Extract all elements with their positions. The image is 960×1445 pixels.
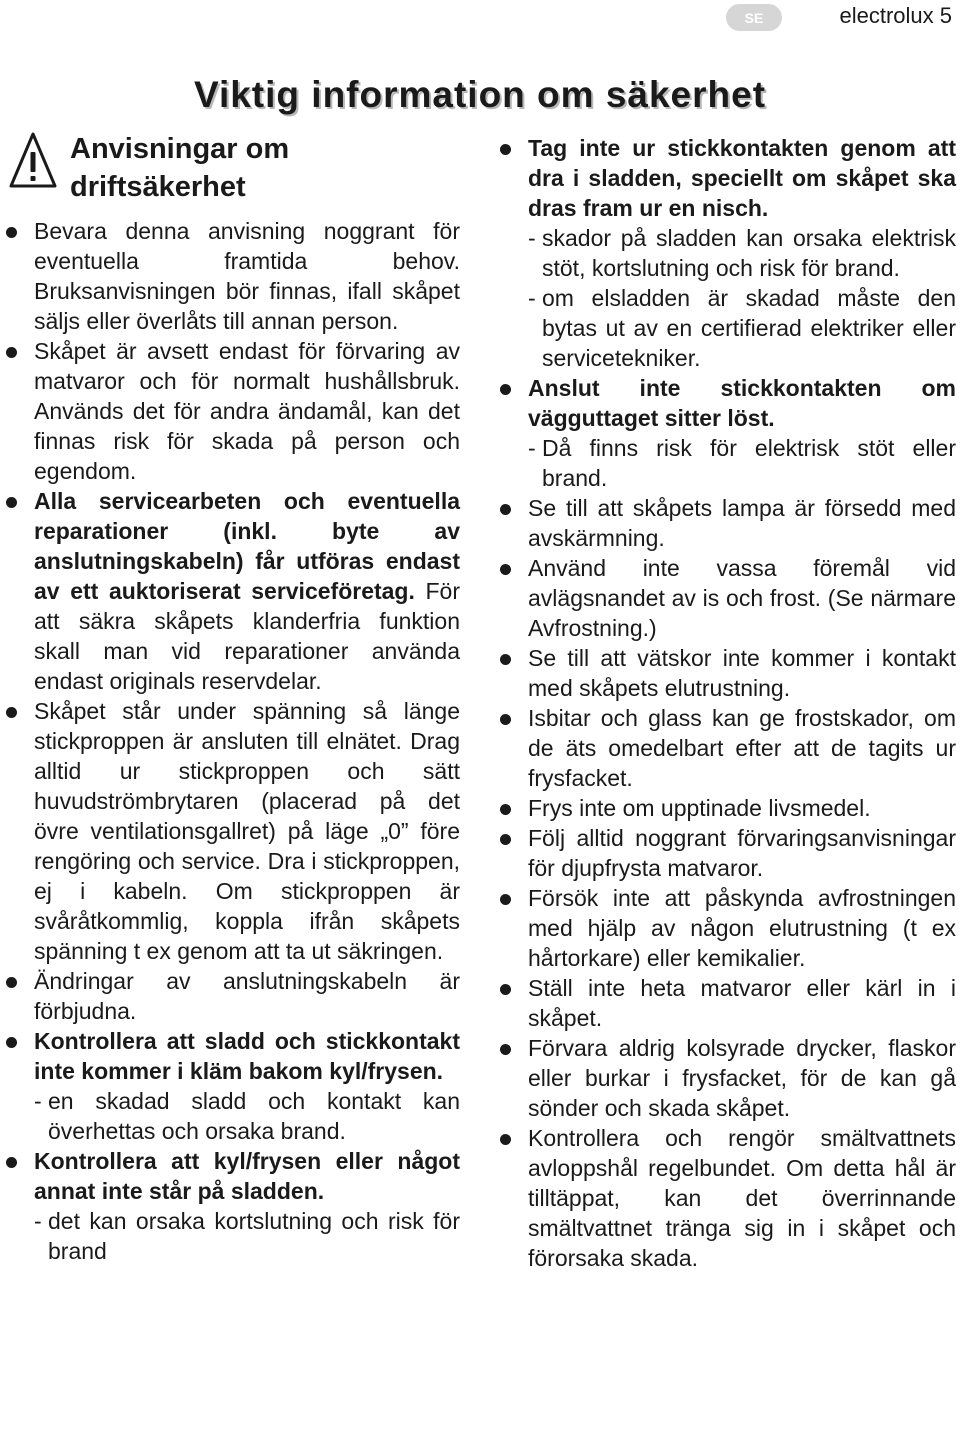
page-title: Viktig information om säkerhet [193,74,767,115]
sub-item [500,283,956,373]
item-text-bold: Tag inte ur stickkontakten genom att dra i sladden, speciellt om skåpet ska dras fram ur en nisch. [528,135,956,221]
list-item [500,553,956,643]
sub-item [6,1086,460,1146]
item-text: För att säkra skåpets klanderfria funktion skall man vid reparationer använda endast originals reservdelar. [34,578,460,694]
item-text: Skåpet står under spänning så länge stickproppen är ansluten till elnätet. Drag alltid ur stickproppen och sätt huvudströmbrytaren (placerad på det övre ventilationsgallret) på läge „0” före rengöring och service. Dra i stickproppen, ej i kabeln. Om stickproppen är svåråtkommlig, koppla ifrån skåpets spänning t ex genom att ta ut säkringen. [34,698,460,964]
dash-mark: - [34,1208,42,1234]
list-item [500,1033,956,1123]
sub-item [6,1206,460,1266]
section-heading: Anvisningar om driftsäkerhet [70,133,290,203]
list-item [6,216,460,336]
item-text-bold: Anslut inte stickkontakten om vägguttaget sitter löst. [528,375,956,431]
item-text-bold: Kontrollera att kyl/frysen eller något annat inte står på sladden. [34,1148,460,1204]
item-text: Använd inte vassa föremål vid avlägsnandet av is och frost. (Se närmare Avfrostning.) [528,555,956,641]
item-text: Frys inte om upptinade livsmedel. [528,795,871,821]
list-item [500,883,956,973]
list-item [500,793,956,823]
list-item [6,1026,460,1086]
right-column [500,133,956,1273]
list-item [500,133,956,223]
page-number: 5 [939,3,952,28]
item-text: Kontrollera och rengör smältvattnets avloppshål regelbundet. Om detta hål är tilltäppat, kan det överrinnande smältvattnet tränga sig in i skåpet och förorsaka skada. [528,1125,956,1271]
sub-item-text: det kan orsaka kortslutning och risk för brand [48,1208,460,1264]
list-item [500,703,956,793]
item-text: Ändringar av anslutningskabeln är förbjudna. [34,968,460,1024]
item-text-bold: Kontrollera att sladd och stickkontakt inte kommer i kläm bakom kyl/frysen. [34,1028,460,1084]
item-text: Isbitar och glass kan ge frostskador, om de äts omedelbart efter att de tagits ur frysfacket. [528,705,956,791]
page-header [839,3,952,29]
item-text: Följ alltid noggrant förvaringsanvisningar för djupfrysta matvaror. [528,825,956,881]
sub-item-text: skador på sladden kan orsaka elektrisk stöt, kortslutning och risk för brand. [542,225,956,281]
list-item [500,373,956,433]
sub-item [500,433,956,493]
list-item [500,493,956,553]
item-text: Försök inte att påskynda avfrostningen med hjälp av någon elutrustning (t ex hårtorkare) eller kemikalier. [528,885,956,971]
dash-mark: - [528,285,536,311]
list-item [6,696,460,966]
list-item [500,1123,956,1273]
sub-item-text: Då finns risk för elektrisk stöt eller brand. [542,435,956,491]
language-badge: SE [726,4,782,31]
brand-name: electrolux [839,3,934,28]
list-item [500,973,956,1033]
sub-item-text: en skadad sladd och kontakt kan överhettas och orsaka brand. [48,1088,460,1144]
item-text: Se till att skåpets lampa är försedd med avskärmning. [528,495,956,551]
item-text: Förvara aldrig kolsyrade drycker, flaskor eller burkar i frysfacket, för de kan gå sönder och skada skåpet. [528,1035,956,1121]
item-text: Se till att vätskor inte kommer i kontakt med skåpets elutrustning. [528,645,956,701]
list-item [6,336,460,486]
sub-item-text: om elsladden är skadad måste den bytas ut av en certifierad elektriker eller servicetekniker. [542,285,956,371]
sub-item [500,223,956,283]
list-item [500,823,956,883]
item-text: Skåpet är avsett endast för förvaring av matvaror och för normalt hushållsbruk. Används det för andra ändamål, kan det finnas risk för skada på person och egendom. [34,338,460,484]
dash-mark: - [528,225,536,251]
list-item [6,1146,460,1206]
list-item [6,966,460,1026]
list-item [6,486,460,696]
dash-mark: - [34,1088,42,1114]
left-column [6,216,460,1266]
item-text: Ställ inte heta matvaror eller kärl in i skåpet. [528,975,956,1031]
item-text-bold: Alla servicearbeten och eventuella reparationer (inkl. byte av anslutningskabeln) får utföras endast av ett auktoriserat serviceföretag. [34,488,460,604]
warning-icon [8,130,58,192]
item-text: Bevara denna anvisning noggrant för eventuella framtida behov. Bruksanvisningen bör finnas, ifall skåpet säljs eller överlåts till annan person. [34,218,460,334]
list-item [500,643,956,703]
dash-mark: - [528,435,536,461]
